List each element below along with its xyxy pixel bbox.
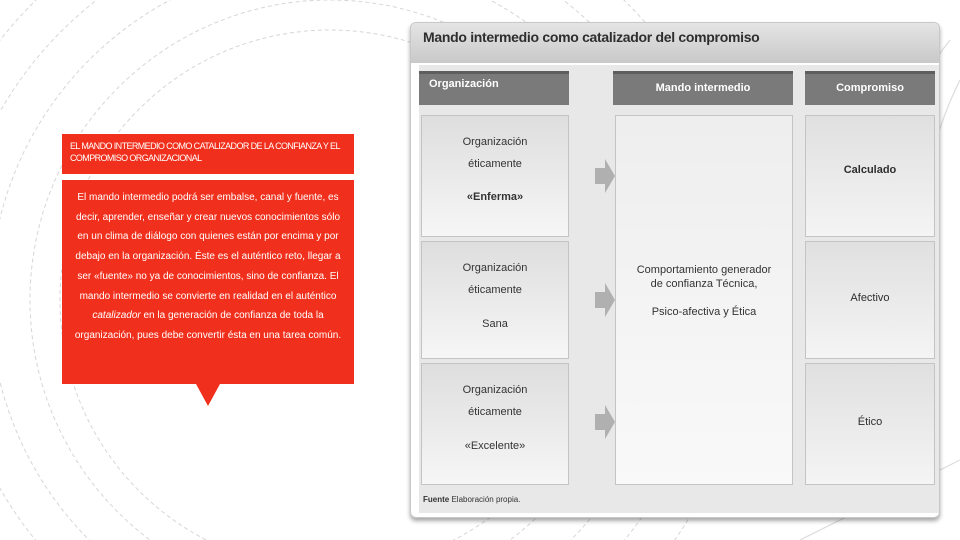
org-card-line: éticamente xyxy=(468,406,522,418)
mando-behavior-line: de confianza Técnica, xyxy=(650,278,758,290)
red-panel-title: EL MANDO INTERMEDIO COMO CATALIZADOR DE LA CONFIANZA Y EL COMPROMISO ORGANIZACIONAL xyxy=(62,134,354,174)
compromiso-card-calculado xyxy=(805,115,935,237)
org-card-enferma xyxy=(421,115,569,237)
red-panel-body xyxy=(62,180,354,384)
compromiso-card-etico xyxy=(805,363,935,485)
arrow-right-icon xyxy=(595,405,615,439)
compromiso-label: Calculado xyxy=(843,164,897,176)
org-card-state: «Excelente» xyxy=(464,440,526,452)
red-panel-body-text-end: en la generación de confianza de toda la organización, pues debe convertir ésta en una tarea común. xyxy=(74,310,342,341)
org-card-state: «Enferma» xyxy=(466,191,524,203)
red-panel-body-text: El mando intermedio podrá ser embalse, canal y fuente, es decir, aprender, enseñar y crear nuevos conocimientos sólo en un clima de diálogo con quienes están por encima y por debajo en la organización. Éste es el auténtico reto, llegar a ser «fuente» no ya de conocimientos, sino de confianza. El mando intermedio se convierte en realidad en el auténtico xyxy=(75,192,341,302)
diagram-content xyxy=(419,65,939,513)
diagram-title: Mando intermedio como catalizador del compromiso xyxy=(411,23,939,63)
org-card-line: Organización xyxy=(462,262,528,274)
org-card-state: Sana xyxy=(482,318,508,330)
compromiso-label: Ético xyxy=(857,416,883,428)
source-text: Elaboración propia. xyxy=(451,495,521,504)
org-card-line: éticamente xyxy=(468,284,522,296)
mando-behavior-line: Psico-afectiva y Ética xyxy=(651,306,757,318)
header-mando-intermedio: Mando intermedio xyxy=(613,71,793,105)
org-card-excelente xyxy=(421,363,569,485)
org-card-sana xyxy=(421,241,569,359)
mando-intermedio-column xyxy=(615,115,793,485)
arrow-right-icon xyxy=(595,159,615,193)
diagram-frame xyxy=(410,22,940,518)
source-label: Fuente xyxy=(423,495,450,504)
arrow-right-icon xyxy=(595,283,615,317)
org-card-line: éticamente xyxy=(468,158,522,170)
compromiso-label: Afectivo xyxy=(850,292,890,304)
mando-behavior-line: Comportamiento generador xyxy=(636,264,772,276)
org-card-line: Organización xyxy=(462,384,528,396)
callout-pointer xyxy=(196,384,220,406)
source-note xyxy=(423,495,520,504)
header-compromiso: Compromiso xyxy=(805,71,935,105)
red-panel-body-emphasis: catalizador xyxy=(92,310,141,322)
compromiso-card-afectivo xyxy=(805,241,935,359)
org-card-line: Organización xyxy=(462,136,528,148)
header-organizacion: Organización xyxy=(419,71,569,105)
